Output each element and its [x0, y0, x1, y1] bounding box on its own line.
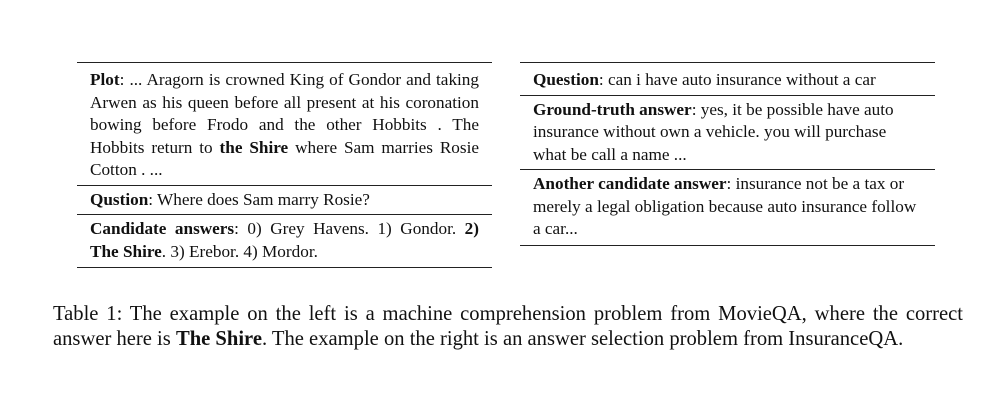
right-example-table — [520, 62, 935, 246]
plot-text-2: where Sam marries Rosie Cotton . ... — [90, 137, 479, 179]
another-candidate-row — [520, 169, 935, 246]
candidates-text-1: : 0) Grey Havens. 1) Gondor. — [234, 219, 465, 238]
another-candidate-text: : insurance not be a tax or merely a legal obligation because auto insurance follow a car... — [533, 174, 917, 238]
candidates-correct-answer: 2) The Shire — [90, 219, 479, 261]
caption-bold: The Shire — [175, 328, 262, 350]
question-label: Qustion — [90, 189, 149, 209]
plot-label: Plot — [90, 70, 120, 89]
plot-text-1: : ... Aragorn is crowned King of Gondor and taking Arwen as his queen before all present at his coronation bowing before Frodo and the other Hobbits . The Hobbits return to — [90, 70, 479, 157]
ground-truth-row — [520, 95, 935, 170]
plot-row — [77, 62, 492, 185]
question-text: : Where does Sam marry Rosie? — [148, 189, 370, 209]
another-candidate-label: Another candidate answer — [533, 174, 727, 193]
plot-bold-answer: the Shire — [219, 137, 289, 157]
ground-truth-text: : yes, it be possible have auto insurance without own a vehicle. you will purchase what be call a name ... — [533, 99, 894, 164]
question-row — [77, 185, 492, 215]
table-caption — [53, 302, 963, 352]
insurance-question-label: Question — [533, 70, 599, 89]
left-example-table — [77, 62, 492, 268]
caption-suffix: . The example on the right is an answer selection problem from InsuranceQA. — [261, 328, 904, 350]
candidates-row — [77, 214, 492, 268]
ground-truth-label: Ground-truth answer — [533, 99, 692, 119]
insurance-question-row — [520, 62, 935, 95]
candidates-text-2: . 3) Erebor. 4) Mordor. — [161, 241, 318, 261]
candidates-label: Candidate answers — [90, 219, 235, 238]
caption-prefix: Table 1: The example on the left is a machine comprehension problem from MovieQA, where the correct answer here is — [53, 303, 963, 350]
insurance-question-text: : can i have auto insurance without a car — [598, 70, 876, 89]
